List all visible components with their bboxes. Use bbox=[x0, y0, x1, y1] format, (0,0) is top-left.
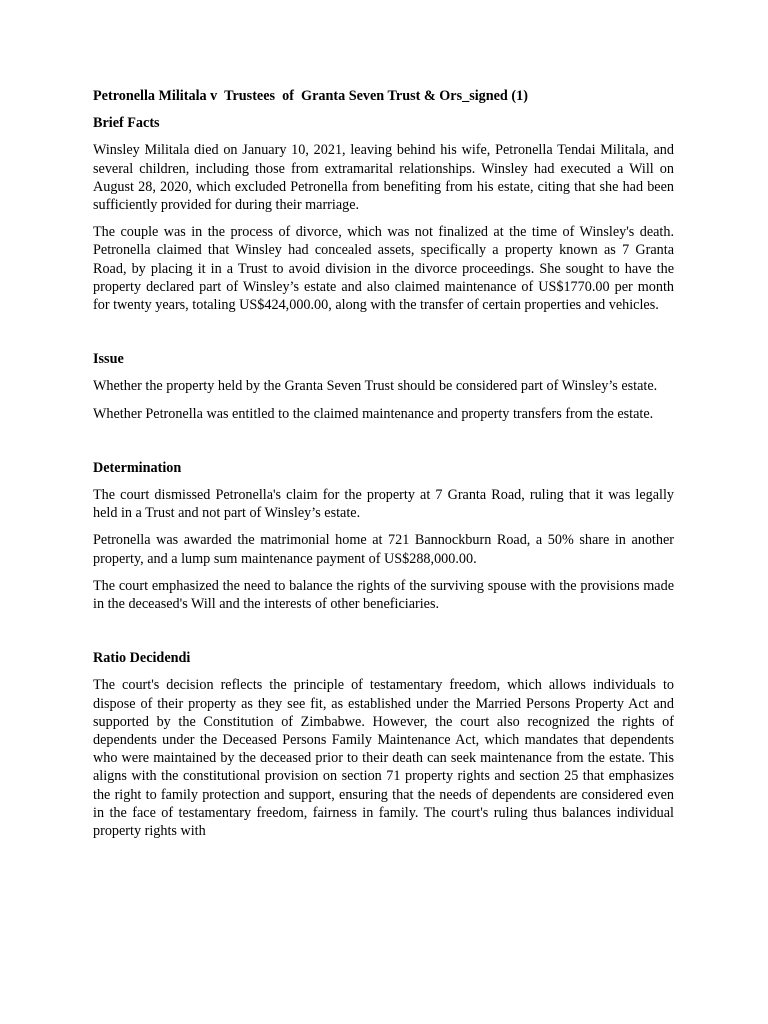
paragraph: The court dismissed Petronella's claim for the property at 7 Granta Road, ruling that it was legally held in a Trust and not part of Winsley’s estate. bbox=[93, 487, 674, 522]
section-ratio-decidendi bbox=[93, 649, 674, 840]
paragraph: Whether Petronella was entitled to the claimed maintenance and property transfers from the estate. bbox=[93, 405, 654, 422]
section-gap bbox=[93, 323, 674, 350]
paragraph: The court emphasized the need to balance the rights of the surviving spouse with the provisions made in the deceased's Will and the interests of other beneficiaries. bbox=[93, 577, 674, 613]
section-heading-issue: Issue bbox=[93, 351, 124, 368]
document-title: Petronella Militala v Trustees of Granta Seven Trust & Ors_signed (1) bbox=[93, 88, 528, 104]
section-gap bbox=[93, 432, 674, 459]
section-heading-ratio-decidendi: Ratio Decidendi bbox=[93, 650, 191, 667]
section-determination bbox=[93, 459, 674, 613]
paragraph: Whether the property held by the Granta Seven Trust should be considered part of Winsley’s estate. bbox=[93, 378, 658, 395]
paragraph: The couple was in the process of divorce, which was not finalized at the time of Winsley's death. Petronella claimed that Winsley had concealed assets, specifically a property known as 7 Granta Road, by placing it in a Trust to avoid division in the divorce proceedings. She sought to have the property declared part of Winsley’s estate and also claimed maintenance of US$1770.00 per month for twenty years, totaling US$424,000.00, along with the transfer of certain properties and vehicles. bbox=[93, 224, 674, 314]
section-issue bbox=[93, 350, 674, 423]
section-heading-brief-facts: Brief Facts bbox=[93, 115, 160, 132]
section-brief-facts bbox=[93, 114, 674, 314]
paragraph: The court's decision reflects the principle of testamentary freedom, which allows individuals to dispose of their property as they see fit, as established under the Married Persons Property Act and supported by the Constitution of Zimbabwe. However, the court also recognized the rights of dependents under the Deceased Persons Family Maintenance Act, which mandates that dependents who were maintained by the deceased prior to their death can seek maintenance from the estate. This aligns with the constitutional provision on section 71 property rights and section 25 that emphasizes the right to family protection and support, ensuring that the needs of dependents are considered even in the face of testamentary freedom, fairness in family. The court's ruling thus balances individual property rights with bbox=[93, 677, 674, 840]
section-gap bbox=[93, 622, 674, 649]
section-heading-determination: Determination bbox=[93, 459, 182, 476]
paragraph: Petronella was awarded the matrimonial home at 721 Bannockburn Road, a 50% share in another property, and a lump sum maintenance payment of US$288,000.00. bbox=[93, 532, 674, 567]
document-page bbox=[93, 87, 674, 849]
paragraph: Winsley Militala died on January 10, 2021, leaving behind his wife, Petronella Tendai Militala, and several children, including those from extramarital relationships. Winsley had executed a Will on August 28, 2020, which excluded Petronella from benefiting from his estate, citing that she had been sufficiently provided for during their marriage. bbox=[93, 142, 674, 214]
